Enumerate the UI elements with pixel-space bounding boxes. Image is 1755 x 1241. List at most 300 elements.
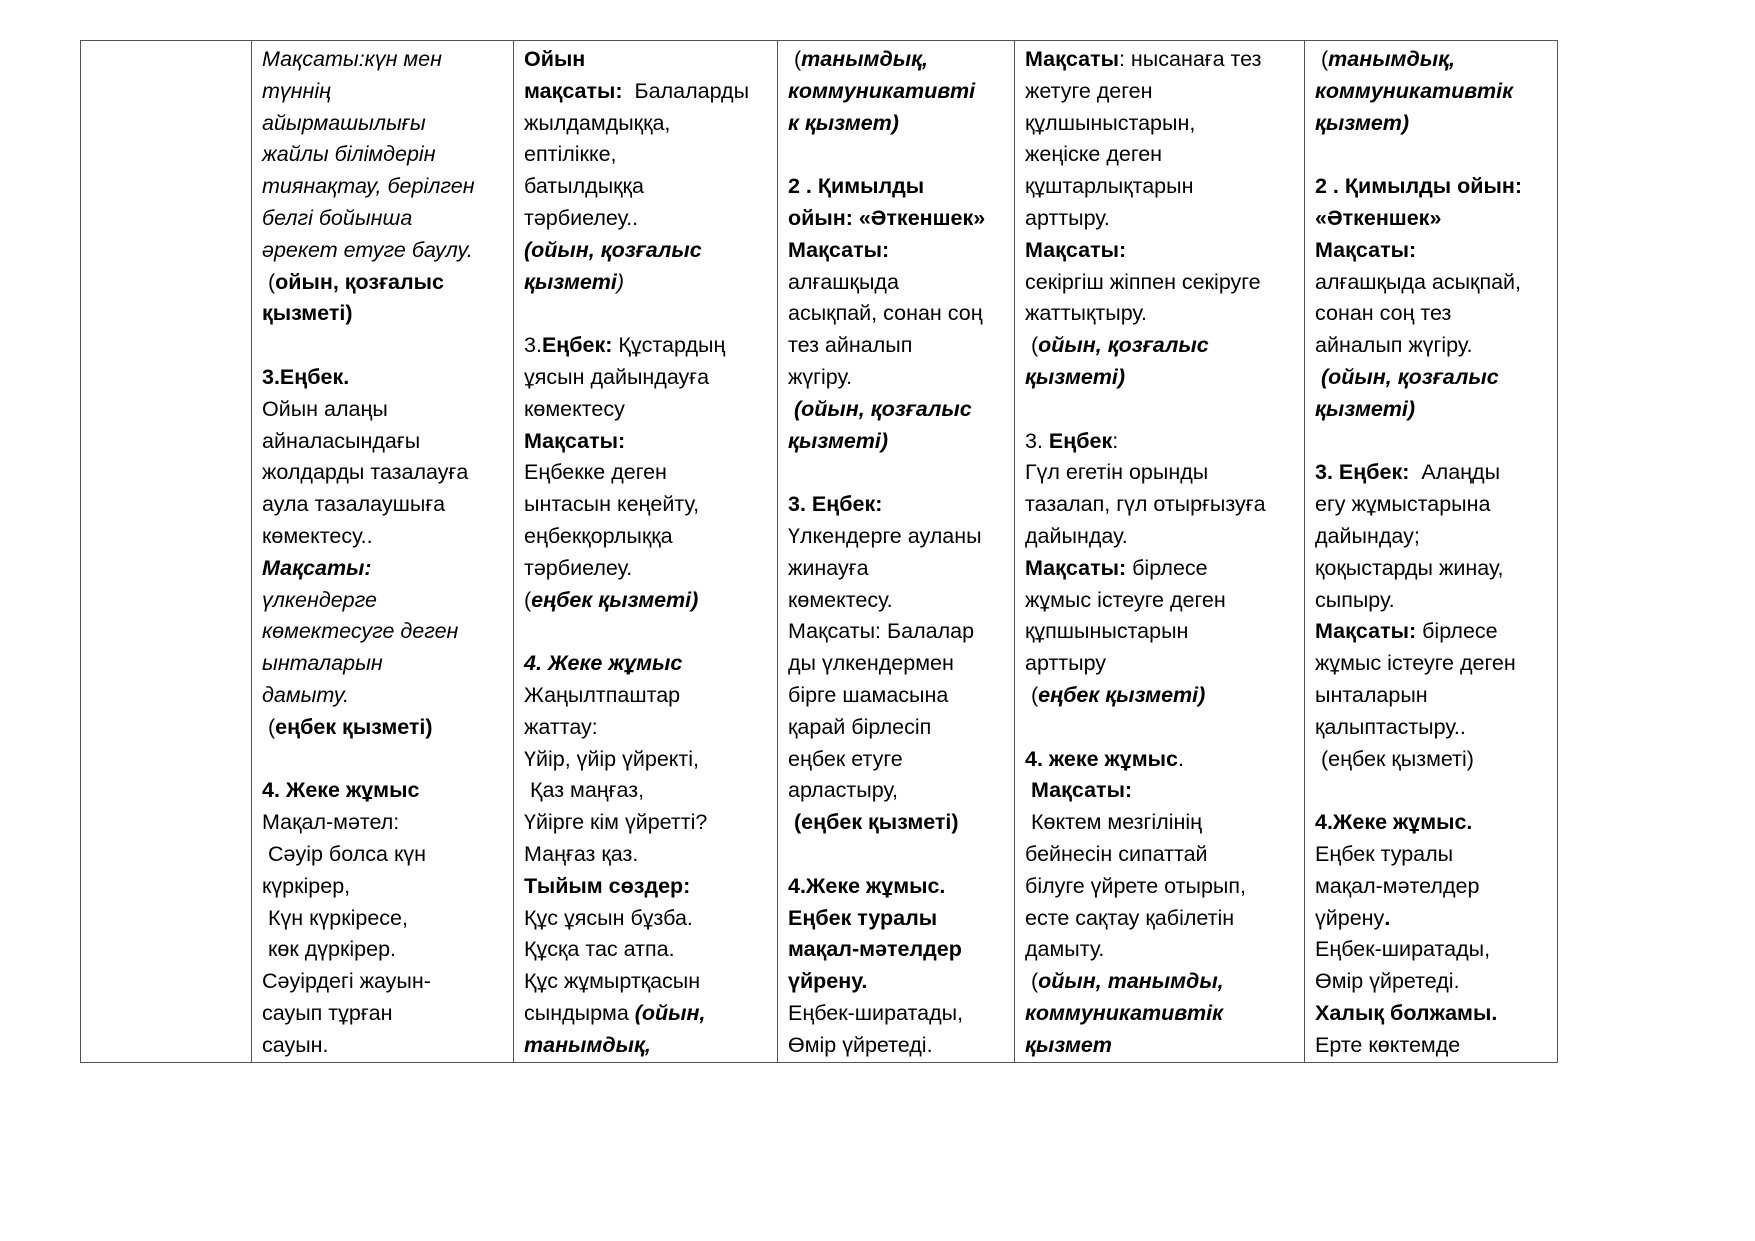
text-line <box>524 998 777 1030</box>
text-line <box>262 934 513 966</box>
text-segment: еңбек қызметі) <box>275 714 433 739</box>
text-line <box>1315 712 1557 744</box>
text-segment: (еңбек қызметі) <box>788 810 959 835</box>
text-segment: коммуникативтік <box>1025 1000 1223 1025</box>
text-segment: ( <box>262 269 276 294</box>
text-line <box>788 203 1014 235</box>
text-line <box>1025 680 1304 712</box>
text-line <box>524 457 777 489</box>
text-line <box>1025 362 1304 394</box>
text-segment: есте сақтау қабілетін <box>1025 905 1235 930</box>
text-line <box>262 680 513 712</box>
text-line <box>1315 203 1557 235</box>
text-line <box>1315 871 1557 903</box>
text-segment: Еңбек туралы <box>1315 841 1454 866</box>
text-line <box>788 648 1014 680</box>
text-line <box>788 775 1014 807</box>
text-segment: ынталарын <box>262 651 383 676</box>
text-segment: ( <box>1025 333 1039 358</box>
text-line <box>524 267 777 299</box>
text-line <box>788 108 1014 140</box>
text-line <box>524 712 777 744</box>
text-line <box>262 457 513 489</box>
text-line <box>524 171 777 203</box>
text-segment: жаттықтыру. <box>1025 301 1148 326</box>
text-segment: Мақсаты:күн мен <box>262 47 442 71</box>
text-line <box>788 457 1014 489</box>
text-line <box>788 744 1014 776</box>
text-line <box>524 807 777 839</box>
text-segment: Мақсаты: <box>1025 237 1127 262</box>
text-line <box>1025 426 1304 458</box>
table-cell-day-5 <box>1305 41 1558 1063</box>
text-line <box>1025 298 1304 330</box>
text-segment: (ойын, <box>634 1000 706 1025</box>
text-line <box>524 839 777 871</box>
text-segment: 2 . Қимылды ойын: <box>1315 174 1522 199</box>
text-segment: жұмыс істеуге деген <box>1025 587 1226 612</box>
text-segment: 4. Жеке жұмыс <box>262 778 420 803</box>
text-line <box>262 966 513 998</box>
text-segment: ( <box>1315 47 1329 71</box>
text-line <box>1025 744 1304 776</box>
text-segment: Сәуірдегі жауын- <box>262 969 431 994</box>
text-segment: қалыптастыру.. <box>1315 714 1466 739</box>
table-cell-day-2 <box>514 41 778 1063</box>
text-line <box>788 330 1014 362</box>
text-segment: дамыту. <box>262 682 350 707</box>
text-line <box>1025 934 1304 966</box>
text-line <box>524 648 777 680</box>
text-line <box>1315 744 1557 776</box>
text-segment: жаттау: <box>524 714 598 739</box>
text-line <box>524 871 777 903</box>
text-segment: мақсаты: <box>524 78 623 103</box>
text-segment: жинауға <box>788 555 869 580</box>
text-segment: бейнесін сипаттай <box>1025 841 1208 866</box>
text-segment: Мақсаты: Балалар <box>788 619 975 644</box>
text-segment: ойын, қозғалыс <box>1038 333 1209 358</box>
text-segment: бірге шамасына <box>788 682 949 707</box>
text-segment: айналасындағы <box>262 428 421 453</box>
text-segment: тазалап, гүл отырғызуға <box>1025 492 1266 517</box>
text-segment: ұясын дайындауға <box>524 364 710 389</box>
text-segment: еңбекқорлыққа <box>524 523 673 548</box>
text-line <box>524 235 777 267</box>
text-segment: көмектесуге деген <box>262 619 459 644</box>
text-line <box>262 648 513 680</box>
text-segment: қоқыстарды жинау, <box>1315 555 1504 580</box>
text-segment: бірлесе <box>1126 555 1208 580</box>
text-line <box>1025 267 1304 299</box>
text-line <box>262 553 513 585</box>
text-segment: қызметі) <box>1025 364 1126 389</box>
text-line <box>524 44 777 76</box>
text-segment: Өмір үйретеді. <box>788 1032 933 1057</box>
text-segment: Құс ұясын бұзба. <box>524 905 693 930</box>
text-line <box>1315 966 1557 998</box>
text-line <box>262 298 513 330</box>
table-row <box>81 41 1558 1063</box>
text-line <box>788 966 1014 998</box>
text-line <box>1025 76 1304 108</box>
text-segment: ( <box>262 714 276 739</box>
text-line <box>524 76 777 108</box>
text-line <box>1315 648 1557 680</box>
text-line <box>1025 616 1304 648</box>
text-line <box>524 744 777 776</box>
text-segment: жеңіске деген <box>1025 142 1163 167</box>
text-line <box>1025 807 1304 839</box>
text-segment: Еңбек <box>1048 428 1113 453</box>
text-segment: 2 . Қимылды <box>788 174 925 199</box>
text-line <box>1315 362 1557 394</box>
table-cell-day-1 <box>252 41 514 1063</box>
text-line <box>524 680 777 712</box>
text-line <box>262 489 513 521</box>
text-segment: Мақсаты: <box>1315 619 1417 644</box>
text-segment: Еңбек: <box>541 333 613 358</box>
text-segment: Мақсаты: <box>788 237 890 262</box>
text-line <box>788 585 1014 617</box>
text-line <box>788 362 1014 394</box>
text-segment: күркірер, <box>262 873 351 898</box>
text-segment: . <box>1177 746 1184 771</box>
text-segment: 3. Еңбек: <box>788 492 883 517</box>
text-segment: дайындау. <box>1025 523 1128 548</box>
text-segment: Сәуір болса күн <box>262 841 426 866</box>
text-line <box>262 362 513 394</box>
text-line <box>788 1030 1014 1062</box>
text-segment: сындырма <box>524 1000 635 1025</box>
text-segment: к қызмет) <box>788 110 899 135</box>
text-segment: Балаларды <box>622 78 750 103</box>
text-segment: еңбек қызметі) <box>531 587 699 612</box>
text-segment: қызмет <box>1025 1032 1112 1057</box>
text-segment: жүгіру. <box>788 364 853 389</box>
text-line <box>1025 235 1304 267</box>
text-segment: Тыйым сөздер: <box>524 873 691 898</box>
text-line <box>788 521 1014 553</box>
text-line <box>262 394 513 426</box>
text-line <box>524 553 777 585</box>
text-segment: үйрену. <box>788 969 868 994</box>
text-line <box>1315 457 1557 489</box>
text-segment: ( <box>1025 682 1039 707</box>
text-segment: (ойын, қозғалыс <box>524 237 702 262</box>
text-segment: қызметі) <box>1315 396 1416 421</box>
text-segment: дамыту. <box>1025 937 1105 962</box>
text-segment: жайлы білімдерін <box>262 142 436 167</box>
text-line <box>788 489 1014 521</box>
text-segment: тез айналып <box>788 333 913 358</box>
text-line <box>1025 585 1304 617</box>
text-line <box>262 775 513 807</box>
text-segment: сауын. <box>262 1032 329 1057</box>
text-line <box>1315 139 1557 171</box>
text-segment: Құстардың <box>612 333 726 358</box>
text-line <box>1315 839 1557 871</box>
text-line <box>524 298 777 330</box>
text-line <box>788 76 1014 108</box>
text-segment: Еңбек туралы <box>788 905 938 930</box>
text-segment: қызметі <box>524 269 617 294</box>
text-segment: Үйір, үйір үйректі, <box>524 746 700 771</box>
text-line <box>1315 267 1557 299</box>
text-line <box>788 171 1014 203</box>
text-segment: : <box>1112 428 1119 453</box>
text-segment: ойын: «Әткеншек» <box>788 205 986 230</box>
text-segment: Халық болжамы. <box>1315 1000 1498 1025</box>
text-segment: 3. Еңбек: <box>1315 460 1410 485</box>
text-line <box>262 139 513 171</box>
text-line <box>1025 330 1304 362</box>
text-segment: құпшыныстарын <box>1025 619 1189 644</box>
text-line <box>262 235 513 267</box>
text-segment: ынтасын кеңейту, <box>524 492 700 517</box>
text-segment: үйрену <box>1315 905 1385 930</box>
text-segment: Көктем мезгілінің <box>1025 810 1203 835</box>
text-line <box>524 934 777 966</box>
text-segment: қарай бірлесіп <box>788 714 932 739</box>
text-segment: мақал-мәтелдер <box>1315 873 1480 898</box>
text-segment: Еңбек-ширатады, <box>788 1000 964 1025</box>
text-segment: мақал-мәтелдер <box>788 937 962 962</box>
text-line <box>1025 108 1304 140</box>
text-segment: Мақсаты: <box>1025 778 1133 803</box>
text-line <box>1025 171 1304 203</box>
text-segment: (ойын, қозғалыс <box>1315 364 1499 389</box>
text-segment: Еңбекке деген <box>524 460 667 485</box>
text-line <box>524 394 777 426</box>
text-line <box>1315 489 1557 521</box>
text-segment: айналып жүгіру. <box>1315 333 1473 358</box>
text-segment: . <box>1384 905 1391 930</box>
text-line <box>1315 426 1557 458</box>
text-segment: ды үлкендермен <box>788 651 954 676</box>
text-segment: 4.Жеке жұмыс. <box>788 873 946 898</box>
text-segment: 3. <box>524 333 542 358</box>
text-line <box>788 871 1014 903</box>
text-line <box>524 426 777 458</box>
text-line <box>1315 680 1557 712</box>
text-line <box>1315 1030 1557 1062</box>
text-line <box>788 616 1014 648</box>
text-segment: Ерте көктемде <box>1315 1032 1461 1057</box>
text-line <box>1025 394 1304 426</box>
text-segment: әрекет етуге баулу. <box>262 237 473 262</box>
text-segment: ) <box>616 269 625 294</box>
text-segment: сыпыру. <box>1315 587 1395 612</box>
text-line <box>1025 903 1304 935</box>
text-line <box>1025 457 1304 489</box>
text-line <box>788 298 1014 330</box>
text-segment: танымдық, <box>1328 47 1455 71</box>
text-segment: (еңбек қызметі) <box>1315 746 1474 771</box>
text-segment: құлшыныстарын, <box>1025 110 1196 135</box>
text-segment: Үлкендерге ауланы <box>788 523 982 548</box>
text-segment: қызметі) <box>788 428 889 453</box>
text-segment: жылдамдыққа, <box>524 110 671 135</box>
text-segment: көмектесу. <box>788 587 893 612</box>
text-segment: Күн күркіресе, <box>262 905 408 930</box>
text-segment: Мақсаты: <box>524 428 626 453</box>
text-segment: Гүл егетін орынды <box>1025 460 1209 485</box>
text-line <box>1315 108 1557 140</box>
text-line <box>1025 489 1304 521</box>
text-line <box>788 267 1014 299</box>
text-segment: Мақсаты: <box>262 555 372 580</box>
text-line <box>262 267 513 299</box>
text-line <box>1315 76 1557 108</box>
text-line <box>262 44 513 76</box>
text-line <box>1315 903 1557 935</box>
text-line <box>524 362 777 394</box>
text-line <box>1025 998 1304 1030</box>
text-segment: құштарлықтарын <box>1025 174 1194 199</box>
text-line <box>1315 235 1557 267</box>
text-line <box>524 521 777 553</box>
text-segment: егу жұмыстарына <box>1315 492 1491 517</box>
text-line <box>1025 871 1304 903</box>
text-line <box>1315 171 1557 203</box>
text-segment: аула тазалаушыға <box>262 492 446 517</box>
text-line <box>524 108 777 140</box>
text-line <box>262 521 513 553</box>
text-line <box>1315 998 1557 1030</box>
text-line <box>788 903 1014 935</box>
text-line <box>262 585 513 617</box>
text-line <box>1315 585 1557 617</box>
text-segment: көмектесу.. <box>262 523 373 548</box>
text-segment: Мақсаты: <box>1025 555 1127 580</box>
text-line <box>1315 934 1557 966</box>
text-segment: көк дүркірер. <box>262 937 396 962</box>
text-line <box>1025 712 1304 744</box>
text-segment: жолдарды тазалауға <box>262 460 469 485</box>
text-line <box>524 616 777 648</box>
text-segment: айырмашылығы <box>262 110 426 135</box>
text-segment: арттыру. <box>1025 205 1110 230</box>
table-cell-label <box>81 41 252 1063</box>
text-segment: белгі бойынша <box>262 205 413 230</box>
text-line <box>788 680 1014 712</box>
text-line <box>788 139 1014 171</box>
text-segment: «Әткеншек» <box>1315 205 1442 230</box>
text-line <box>1025 203 1304 235</box>
text-line <box>1315 44 1557 76</box>
text-segment: Құсқа тас атпа. <box>524 937 675 962</box>
text-segment: еңбек етуге <box>788 746 903 771</box>
text-line <box>1025 139 1304 171</box>
text-segment: коммуникативті <box>788 78 976 103</box>
text-line <box>262 171 513 203</box>
text-segment: тәрбиелеу. <box>524 555 633 580</box>
text-line <box>262 616 513 648</box>
text-line <box>1315 775 1557 807</box>
text-segment: Алаңды <box>1409 460 1501 485</box>
text-line <box>262 744 513 776</box>
text-segment: ынталарын <box>1315 682 1428 707</box>
text-line <box>524 966 777 998</box>
text-segment: ептілікке, <box>524 142 617 167</box>
text-line <box>262 108 513 140</box>
text-line <box>524 775 777 807</box>
text-line <box>262 903 513 935</box>
text-segment: : нысанаға тез <box>1118 47 1262 71</box>
text-segment: ( <box>788 47 802 71</box>
text-segment: арластыру, <box>788 778 899 803</box>
text-segment: 4. Жеке жұмыс <box>524 651 683 676</box>
text-segment: ойын, танымды, <box>1038 969 1224 994</box>
text-line <box>788 426 1014 458</box>
text-line <box>788 712 1014 744</box>
text-segment: Ойын алаңы <box>262 396 388 421</box>
text-line <box>788 998 1014 1030</box>
text-line <box>1315 807 1557 839</box>
text-line <box>262 712 513 744</box>
text-segment: ( <box>524 587 532 612</box>
text-segment: ( <box>1025 969 1039 994</box>
text-line <box>524 489 777 521</box>
text-line <box>262 807 513 839</box>
text-line <box>524 330 777 362</box>
text-segment: қызметі) <box>262 301 353 326</box>
text-segment: тиянақтау, берілген <box>262 174 475 199</box>
text-line <box>524 585 777 617</box>
table-cell-day-3 <box>778 41 1015 1063</box>
text-line <box>524 1030 777 1062</box>
text-line <box>1315 298 1557 330</box>
text-segment: жұмыс істеуге деген <box>1315 651 1516 676</box>
text-segment: 3.Еңбек. <box>262 364 350 389</box>
text-segment: алғашқыда <box>788 269 899 294</box>
text-line <box>524 139 777 171</box>
text-segment: ойын, қозғалыс <box>275 269 444 294</box>
text-segment: арттыру <box>1025 651 1107 676</box>
text-segment: қызмет) <box>1315 110 1410 135</box>
text-segment: жетуге деген <box>1025 78 1153 103</box>
plan-table <box>80 40 1558 1063</box>
text-line <box>1315 553 1557 585</box>
text-line <box>1315 521 1557 553</box>
table-cell-day-4 <box>1015 41 1305 1063</box>
text-segment: Құс жұмыртқасын <box>524 969 701 994</box>
text-line <box>1025 521 1304 553</box>
text-line <box>262 871 513 903</box>
text-line <box>1025 44 1304 76</box>
text-segment: батылдыққа <box>524 174 644 199</box>
text-line <box>524 903 777 935</box>
text-line <box>262 839 513 871</box>
text-segment: Өмір үйретеді. <box>1315 969 1460 994</box>
text-segment: Мақал-мәтел: <box>262 810 400 835</box>
text-line <box>1025 775 1304 807</box>
text-segment: Мақсаты <box>1025 47 1119 71</box>
text-line <box>262 1030 513 1062</box>
text-segment: Еңбек-ширатады, <box>1315 937 1491 962</box>
text-segment: асықпай, сонан соң <box>788 301 983 326</box>
text-segment: сонан соң тез <box>1315 301 1452 326</box>
text-line <box>262 330 513 362</box>
text-line <box>262 203 513 235</box>
text-segment: білуге үйрете отырып, <box>1025 873 1246 898</box>
text-segment: Жаңылтпаштар <box>524 682 681 707</box>
text-segment: Үйірге кім үйретті? <box>524 810 708 835</box>
text-line <box>262 426 513 458</box>
text-segment: 3. <box>1025 428 1049 453</box>
text-segment: (ойын, қозғалыс <box>788 396 972 421</box>
